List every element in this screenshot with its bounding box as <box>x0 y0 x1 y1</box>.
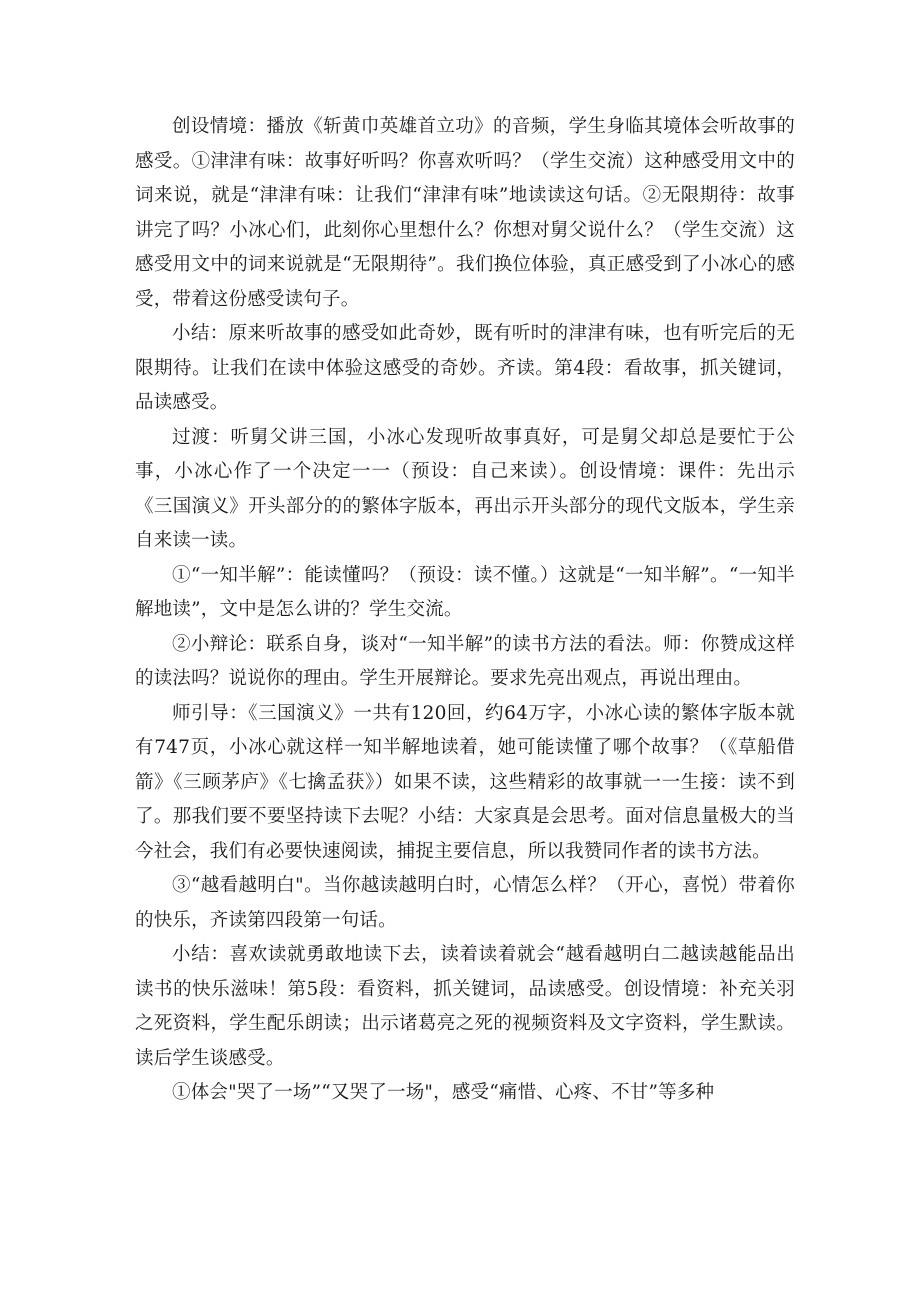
paragraph-half-understanding: ①“一知半解”：能读懂吗？（预设：读不懂。）这就是“一知半解”。“一知半解地读”，文中是怎么讲的？学生交流。 <box>135 564 795 620</box>
paragraph-clearer-reading: ③“越看越明白"。当你越读越明白时，心情怎么样？（开心，喜悦）带着你的快乐，齐读第四段第一句话。 <box>135 875 795 931</box>
paragraph-teacher-guidance: 师引导：《三国演义》一共有120回，约64万字，小冰心读的繁体字版本就有747页，小冰心就这样一知半解地读着，她可能读懂了哪个故事？（《草船借箭》《三顾茅庐》《七擒孟获》）如果不读，这些精彩的故事就一一生接：读不到了。那我们要不要坚持读下去呢？小结：大家真是会思考。面对信息量极大的当今社会，我们有必要快速阅读，捕捉主要信息，所以我赞同作者的读书方法。 <box>135 702 795 862</box>
paragraph-crying-feelings: ①体会"哭了一场”“又哭了一场"，感受“痛惜、心疼、不甘”等多种 <box>172 1082 715 1103</box>
paragraph-summary-reading: 小结：喜欢读就勇敢地读下去，读着读着就会“越看越明白二越读越能品出读书的快乐滋味！第5段：看资料，抓关键词，品读感受。创设情境：补充关羽之死资料，学生配乐朗读；出示诸葛亮之死的视频资料及文字资料，学生默读。读后学生谈感受。 <box>135 944 795 1069</box>
paragraph-transition: 过渡：听舅父讲三国，小冰心发现听故事真好，可是舅父却总是要忙于公事，小冰心作了一个决定一一（预设：自己来读）。创设情境：课件：先出示《三国演义》开头部分的的繁体字版本，再出示开头部分的现代文版本，学生亲自来读一读。 <box>135 426 795 551</box>
paragraph-summary-listening: 小结：原来听故事的感受如此奇妙，既有听时的津津有味，也有听完后的无限期待。让我们在读中体验这感受的奇妙。齐读。第4段：看故事，抓关键词，品读感受。 <box>135 323 795 413</box>
paragraph-debate: ②小辩论：联系自身，谈对“一知半解”的读书方法的看法。师：你赞成这样的读法吗？说说你的理由。学生开展辩论。要求先亮出观点，再说出理由。 <box>135 633 795 689</box>
paragraph-scenario-listening: 创设情境：播放《斩黄巾英雄首立功》的音频，学生身临其境体会听故事的感受。①津津有味：故事好听吗？你喜欢听吗？（学生交流）这种感受用文中的词来说，就是“津津有味：让我们“津津有味”地读读这句话。②无限期待：故事讲完了吗？小冰心们，此刻你心里想什么？你想对舅父说什么？（学生交流）这感受用文中的词来说就是“无限期待”。我们换位体验，真正感受到了小冰心的感受，带着这份感受读句子。 <box>135 116 795 310</box>
document-body <box>135 110 795 1111</box>
